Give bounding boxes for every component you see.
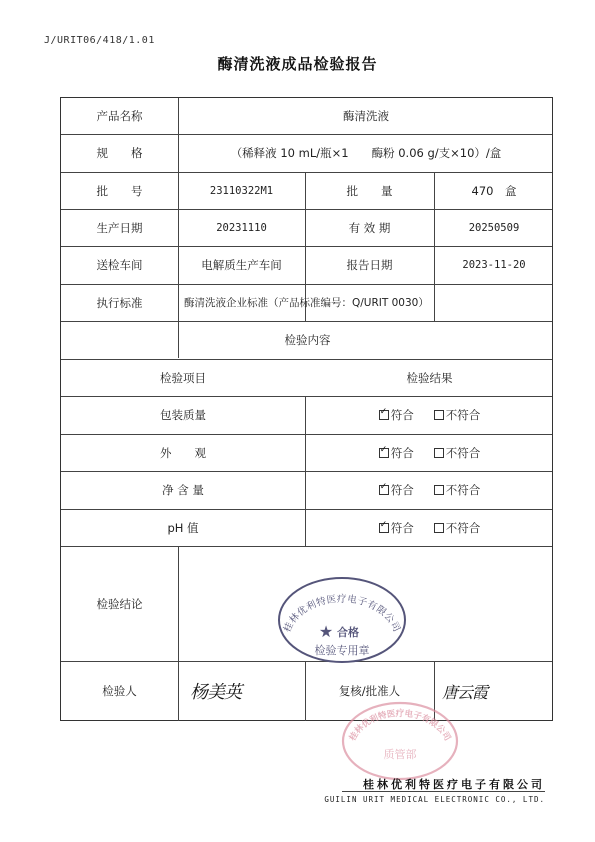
- pass-checkbox[interactable]: ✓ 符合: [379, 407, 414, 423]
- conclusion-label: 检验结论: [96, 596, 143, 611]
- mfg-date-value: 20231110: [216, 221, 267, 234]
- checked-box-icon: [379, 523, 389, 533]
- checked-box-icon: [379, 485, 389, 495]
- svg-text:合格: 合格: [337, 626, 359, 639]
- reviewer-signature: 唐云霞: [442, 682, 488, 702]
- reviewer-label: 复核/批准人: [338, 684, 401, 698]
- checked-box-icon: [379, 410, 389, 420]
- workshop-value: 电解质生产车间: [201, 258, 282, 272]
- svg-text:质管部: 质管部: [383, 748, 417, 761]
- standard-value: 酶清洗液企业标准（产品标准编号：Q/URIT 0030）: [184, 297, 429, 309]
- company-name-cn: 桂林优利特医疗电子有限公司: [363, 778, 545, 791]
- content-header: 检验内容: [284, 333, 331, 347]
- report-date-label: 报告日期: [346, 258, 393, 272]
- pass-checkbox[interactable]: ✓ 符合: [379, 482, 414, 498]
- document-number: J/URIT06/418/1.01: [44, 35, 155, 46]
- fail-checkbox[interactable]: 不符合: [434, 407, 481, 423]
- footer-divider: [342, 791, 545, 792]
- report-date-value: 2023-11-20: [462, 259, 526, 271]
- workshop-label: 送检车间: [96, 258, 143, 272]
- svg-text:检验专用章: 检验专用章: [314, 644, 370, 657]
- company-stamp: [340, 700, 460, 782]
- page-title: 酶清洗液成品检验报告: [217, 55, 378, 73]
- pass-checkbox[interactable]: ✓ 符合: [379, 445, 414, 461]
- quantity-label: 批 量: [346, 183, 393, 198]
- svg-text:桂林优利特医疗电子有限公司: 桂林优利特医疗电子有限公司: [347, 709, 453, 743]
- column-item-header: 检验项目: [160, 370, 206, 385]
- unchecked-box-icon: [434, 523, 444, 533]
- result-cell: [305, 509, 554, 546]
- column-result-header: 检验结果: [406, 370, 453, 385]
- item-name: 外 观: [160, 445, 206, 460]
- inspector-signature: 杨美英: [190, 682, 241, 703]
- fail-checkbox[interactable]: 不符合: [434, 482, 481, 498]
- pass-checkbox[interactable]: ✓ 符合: [379, 520, 414, 536]
- item-name: pH 值: [167, 520, 199, 535]
- svg-text:桂林优利特医疗电子有限公司: 桂林优利特医疗电子有限公司: [281, 593, 403, 635]
- spec-value: （稀释液 10 mL/瓶×1 酶粉 0.06 g/支×10）/盒: [230, 146, 502, 160]
- quantity-value: 470 盒: [471, 183, 517, 198]
- inspector-label: 检验人: [102, 684, 137, 698]
- fail-checkbox[interactable]: 不符合: [434, 520, 481, 536]
- unchecked-box-icon: [434, 410, 444, 420]
- result-cell: [305, 471, 554, 509]
- standard-label: 执行标准: [96, 295, 143, 310]
- product-name-value: 酶清洗液: [343, 109, 389, 123]
- unchecked-box-icon: [434, 485, 444, 495]
- batch-value: 23110322M1: [209, 184, 274, 197]
- batch-label: 批 号: [96, 183, 143, 198]
- spec-label: 规 格: [96, 146, 143, 160]
- expiry-value: 20250509: [468, 221, 520, 234]
- expiry-label: 有 效 期: [348, 220, 391, 235]
- checked-box-icon: [379, 448, 389, 458]
- unchecked-box-icon: [434, 448, 444, 458]
- fail-checkbox[interactable]: 不符合: [434, 445, 481, 461]
- product-name-label: 产品名称: [96, 109, 143, 123]
- star-icon: ★: [318, 622, 334, 641]
- company-name-en: GUILIN URIT MEDICAL ELECTRONIC CO., LTD.: [324, 795, 545, 804]
- result-cell: [305, 396, 554, 434]
- item-name: 净 含 量: [162, 483, 204, 497]
- mfg-date-label: 生产日期: [96, 220, 143, 235]
- item-name: 包装质量: [160, 408, 206, 422]
- result-cell: [305, 434, 554, 471]
- inspection-stamp: [276, 575, 408, 665]
